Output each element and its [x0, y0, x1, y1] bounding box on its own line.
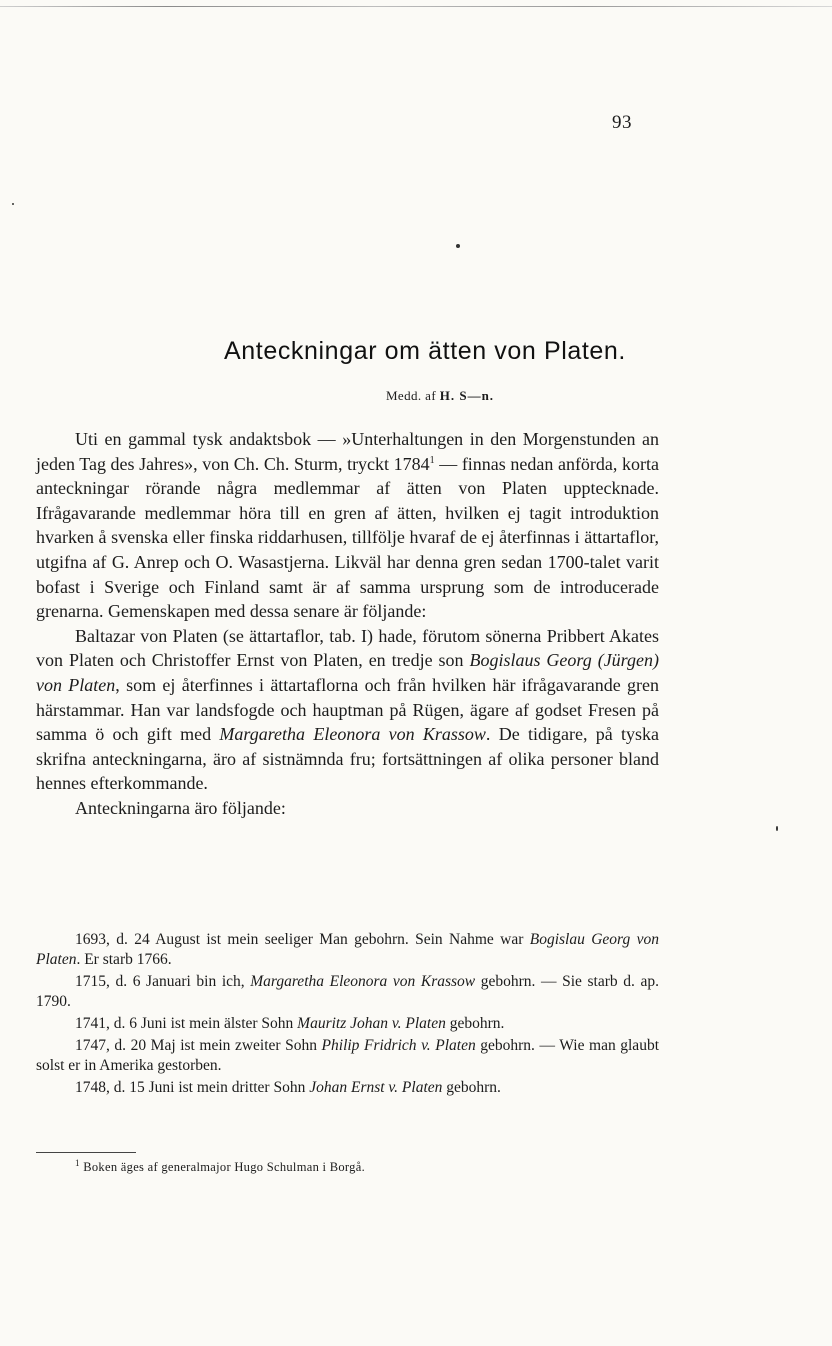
entry-text-end: gebohrn. — Sie starb d. ap. 1790.: [36, 973, 659, 1010]
diary-entry: [36, 1036, 659, 1076]
person-name: Mauritz Johan v. Platen: [297, 1015, 446, 1032]
entry-text: 1693, d. 24 August ist mein seeliger Man gebohrn. Sein Nahme war: [75, 931, 530, 948]
byline-prefix: Medd. af: [385, 388, 437, 403]
entry-text: 1747, d. 20 Maj ist mein zweiter Sohn: [75, 1037, 322, 1054]
scan-speck: [12, 203, 14, 205]
entry-text-end: gebohrn.: [442, 1079, 501, 1096]
intro-text: Uti en gammal tysk andaktsbok — »Unterhaltungen in den Morgenstunden an jeden Tag des Jahres», von Ch. Ch. Sturm, tryckt 1784: [36, 429, 659, 474]
footnote-mark: 1: [75, 1158, 80, 1168]
diary-entries: [36, 930, 659, 1100]
footnote-divider: [36, 1152, 136, 1153]
footnote-text: Boken äges af generalmajor Hugo Schulman i Borgå.: [79, 1160, 365, 1174]
page-number: 93: [612, 112, 632, 133]
diary-entry: [36, 972, 659, 1012]
person-name: Johan Ernst v. Platen: [309, 1079, 443, 1096]
scan-speck: [456, 244, 460, 248]
article-body: [36, 427, 659, 821]
scan-top-edge: [0, 6, 832, 7]
footnote-reference: 1: [429, 454, 435, 466]
diary-entry: [36, 930, 659, 970]
entry-text: 1748, d. 15 Juni ist mein dritter Sohn: [75, 1079, 310, 1096]
diary-entry: [36, 1014, 659, 1034]
entry-text: 1741, d. 6 Juni ist mein älster Sohn: [75, 1015, 298, 1032]
person-name: Philip Fridrich v. Platen: [321, 1037, 476, 1054]
person-name: Margaretha Eleonora von Krassow: [250, 973, 476, 990]
diary-entry: [36, 1078, 659, 1098]
byline-author: H. S—n.: [439, 388, 495, 403]
lineage-paragraph: [36, 624, 659, 796]
entries-heading: Anteckningarna äro följande:: [75, 797, 286, 818]
entry-text-end: gebohrn.: [445, 1015, 505, 1032]
scan-speck: [776, 826, 778, 831]
article-title: Anteckningar om ätten von Platen.: [224, 337, 626, 365]
person-name: Bogislau Georg von Platen: [36, 931, 659, 968]
entry-text: 1715, d. 6 Januari bin ich,: [75, 973, 251, 990]
lineage-text-cont: , som ej återfinnes i ättartaflorna och från hvilken här ifrågavarande gren härstammar. Han var landsfogde och hauptman på Rügen, ägare af godset Fresen på samma ö och gift med: [36, 674, 659, 745]
intro-paragraph: [36, 427, 659, 624]
entry-text-end: . Er starb 1766.: [76, 951, 172, 968]
byline: [0, 388, 832, 404]
person-name: Bogislaus Georg (Jürgen) von Platen: [36, 650, 659, 695]
intro-text-cont: — finnas nedan anförda, korta anteckningar rörande några medlemmar af ätten von Platen upptecknade. Ifrågavarande medlemmar höra till en gren af ätten, hvilken ej tagit introduktion hvarken å svenska eller finska riddarhusen, tillfölje hvaraf de ej återfinnas i ättartaflor, utgifna af G. Anrep och O. Wasastjerna. Likväl har denna gren sedan 1700-talet varit bofast i Sverige och Finland samt är af samma ursprung som de introducerade grenarna. Gemenskapen med dessa senare är följande:: [36, 453, 659, 622]
lineage-text-end: . De tidigare, på tyska skrifna anteckningarna, äro af sistnämnda fru; fortsättningen af olika personer bland hennes efterkommande.: [36, 724, 659, 794]
person-name: Margaretha Eleonora von Krassow: [219, 724, 486, 745]
entry-text-end: gebohrn. — Wie man glaubt solst er in Amerika gestorben.: [36, 1037, 659, 1074]
footnote: [75, 1160, 655, 1175]
lineage-text: Baltazar von Platen (se ättartaflor, tab. I) hade, förutom sönerna Pribbert Akates von Platen och Christoffer Ernst von Platen, en tredje son: [36, 625, 659, 671]
